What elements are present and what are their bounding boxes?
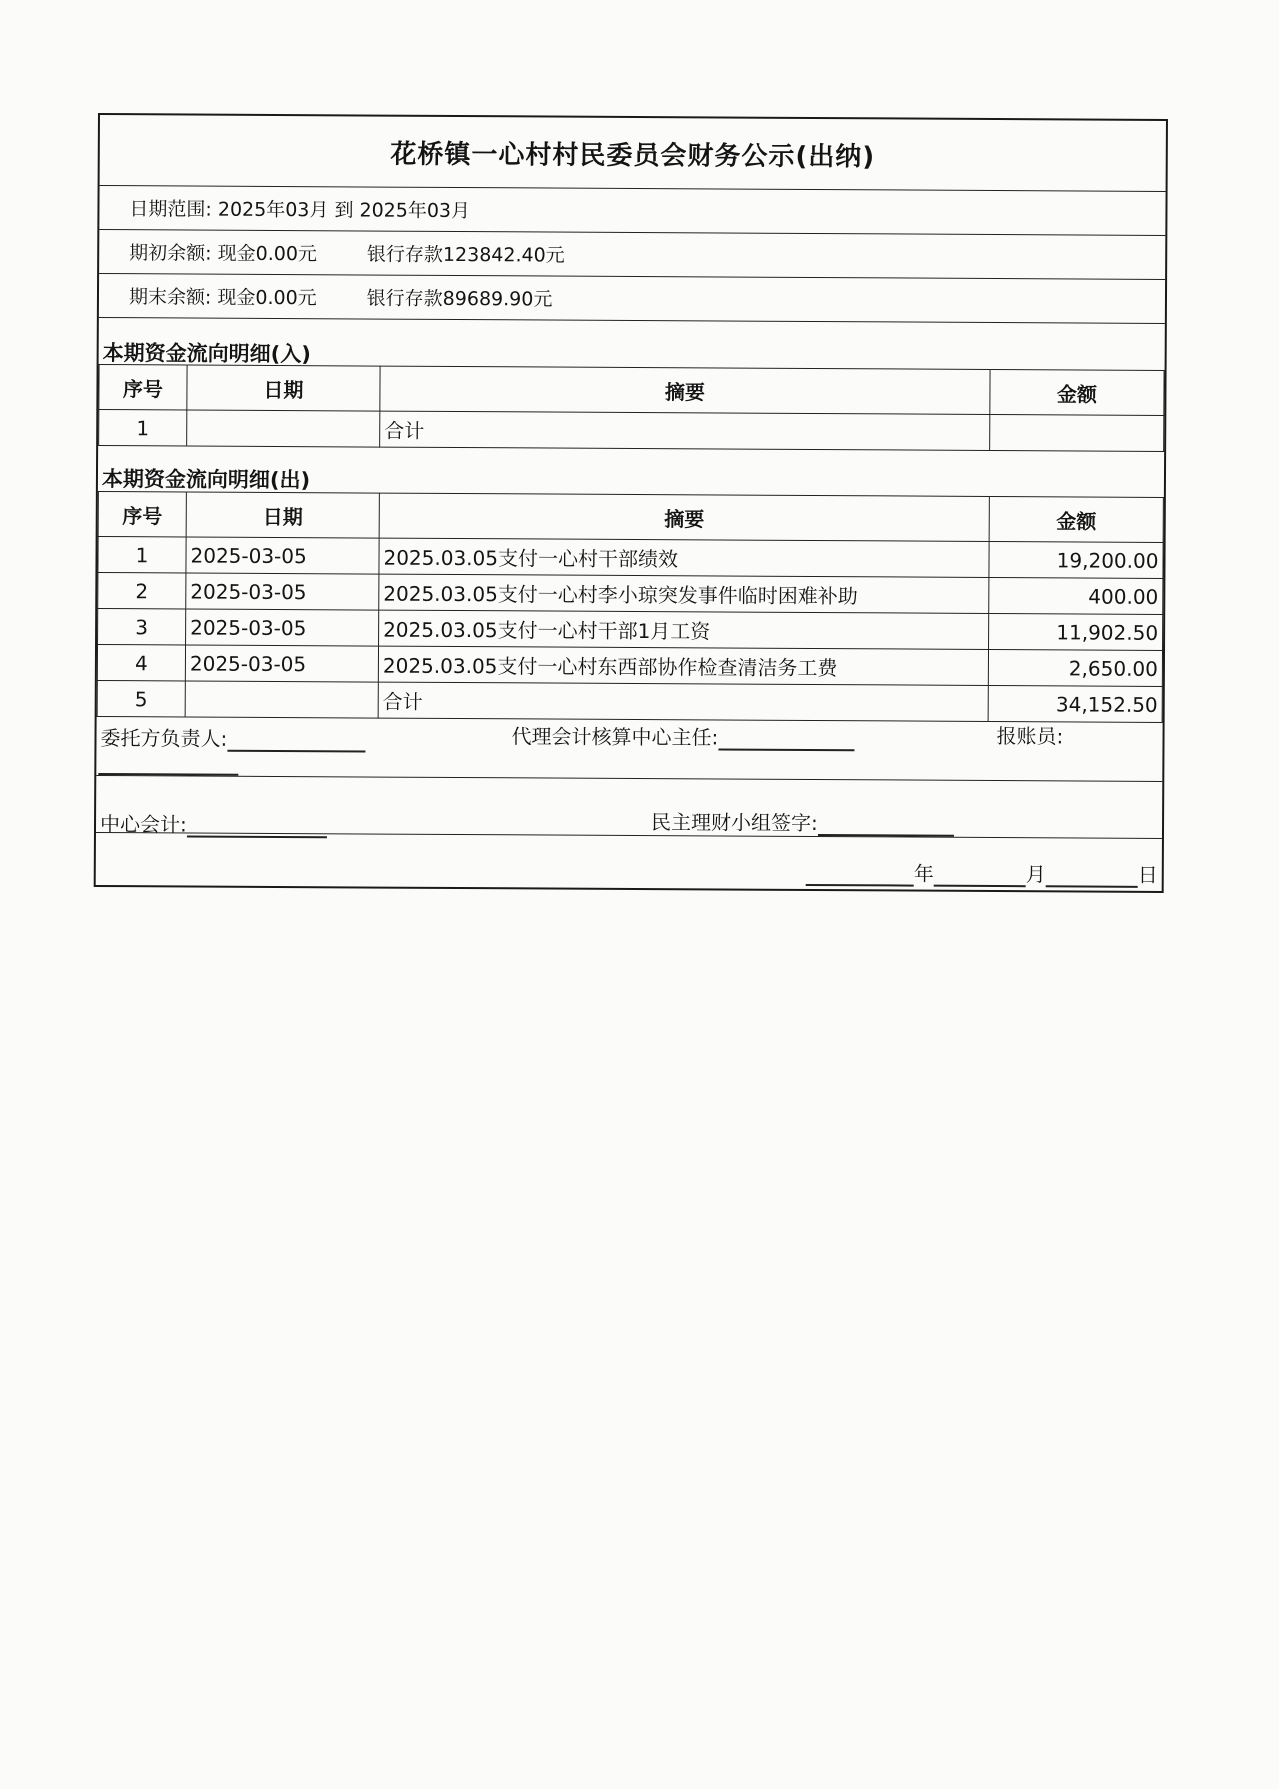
- income-header-row: [99, 365, 1164, 416]
- principal-label: 委托方负责人:: [100, 726, 228, 751]
- row-seq: 3: [98, 609, 186, 645]
- year-line: [806, 884, 914, 887]
- table-row: [98, 537, 1163, 579]
- expense-table: [97, 491, 1164, 723]
- row-seq: 4: [97, 645, 185, 681]
- finance-group-signature: [651, 806, 954, 837]
- closing-bank: 银行存款89689.90元: [366, 287, 553, 311]
- row-date: [185, 681, 378, 718]
- table-row: [97, 681, 1162, 723]
- opening-balance-row: [99, 230, 1165, 280]
- table-row: [98, 609, 1163, 651]
- center-director-signature: [511, 720, 854, 751]
- opening-cash: 期初余额: 现金0.00元: [129, 242, 318, 266]
- table-row: [98, 573, 1163, 615]
- table-row: [99, 410, 1164, 452]
- row-amount: 19,200.00: [989, 541, 1163, 578]
- row-seq: 1: [98, 537, 186, 573]
- closing-cash: 期末余额: 现金0.00元: [128, 286, 317, 310]
- row-amount: 400.00: [989, 577, 1163, 614]
- row-date: [187, 410, 380, 447]
- expense-header-summary: 摘要: [379, 493, 989, 541]
- expense-section-title: 本期资金流向明细(出): [101, 467, 311, 493]
- closing-balance-row: [99, 274, 1165, 324]
- center-director-label: 代理会计核算中心主任:: [511, 724, 719, 750]
- date-range-row: [99, 186, 1165, 236]
- month-line: [934, 885, 1026, 888]
- income-table: [98, 364, 1164, 452]
- finance-disclosure-sheet: [94, 113, 1168, 893]
- center-director-signature-line: [718, 748, 854, 751]
- row-summary: 2025.03.05支付一心村东西部协作检查清洁务工费: [378, 646, 988, 685]
- bookkeeper-signature: [996, 720, 1063, 749]
- row-summary: 2025.03.05支付一心村干部1月工资: [379, 610, 989, 649]
- row-summary: 2025.03.05支付一心村李小琼突发事件临时困难补助: [379, 574, 989, 613]
- center-accountant-signature-line: [187, 836, 327, 839]
- row-date: 2025-03-05: [186, 537, 379, 574]
- month-label: 月: [1025, 862, 1046, 887]
- row-amount: 11,902.50: [989, 613, 1163, 650]
- row-seq: 1: [99, 410, 187, 446]
- expense-header-date: 日期: [186, 492, 379, 538]
- finance-group-label: 民主理财小组签字:: [650, 810, 818, 836]
- row-summary: 2025.03.05支付一心村干部绩效: [379, 538, 989, 577]
- expense-header-seq: 序号: [98, 492, 186, 537]
- row-date: 2025-03-05: [185, 645, 378, 682]
- day-label: 日: [1137, 862, 1158, 887]
- expense-header-row: [98, 492, 1163, 543]
- row-date: 2025-03-05: [186, 609, 379, 646]
- signature-divider-1: [96, 775, 1162, 782]
- row-amount: [990, 414, 1164, 451]
- principal-signature-line: [227, 750, 365, 753]
- income-header-amount: 金额: [990, 369, 1164, 415]
- page-title: 花桥镇一心村村民委员会财务公示(出纳): [390, 139, 876, 172]
- row-amount: 2,650.00: [988, 649, 1162, 686]
- opening-bank: 银行存款123842.40元: [366, 243, 565, 267]
- row-date: 2025-03-05: [186, 573, 379, 610]
- date-signature: [806, 857, 1158, 888]
- title-row: [100, 115, 1166, 192]
- row-summary: 合计: [378, 682, 988, 721]
- expense-header-amount: 金额: [989, 496, 1163, 542]
- year-label: 年: [913, 861, 934, 886]
- table-row: [97, 645, 1162, 687]
- row-summary: 合计: [380, 411, 990, 450]
- row-seq: 2: [98, 573, 186, 609]
- row-amount: 34,152.50: [988, 685, 1162, 722]
- day-line: [1046, 885, 1138, 888]
- principal-signature: [100, 722, 365, 752]
- bookkeeper-label: 报账员:: [996, 724, 1064, 749]
- income-section-title: 本期资金流向明细(入): [102, 341, 311, 367]
- date-range: 日期范围: 2025年03月 到 2025年03月: [129, 198, 471, 223]
- row-seq: 5: [97, 681, 185, 717]
- center-accountant-label: 中心会计:: [99, 812, 187, 837]
- income-header-date: 日期: [187, 365, 380, 411]
- income-header-summary: 摘要: [380, 366, 990, 414]
- income-header-seq: 序号: [99, 365, 187, 410]
